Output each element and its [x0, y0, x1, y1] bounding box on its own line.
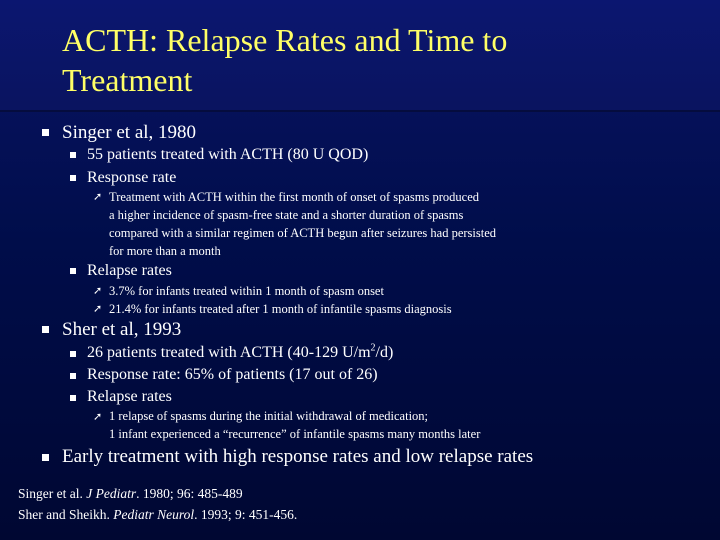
slide-title-line1: ACTH: Relapse Rates and Time to: [62, 22, 508, 58]
small-square-bullet-icon: [70, 373, 76, 379]
small-square-bullet-icon: [70, 351, 76, 357]
arrow-bullet-icon: ➚: [93, 190, 103, 203]
singer-relapse-label: Relapse rates: [87, 262, 172, 279]
reference-1-details: . 1980; 96: 485-489: [136, 486, 243, 501]
slide-title: [62, 20, 682, 100]
small-square-bullet-icon: [70, 175, 76, 181]
small-square-bullet-icon: [70, 152, 76, 158]
square-bullet-icon: [42, 454, 49, 461]
sher-heading: Sher et al, 1993: [62, 319, 182, 340]
singer-response-detail-2: a higher incidence of spasm-free state and a shorter duration of spasms: [109, 208, 464, 222]
square-bullet-icon: [42, 326, 49, 333]
arrow-bullet-icon: ➚: [93, 302, 103, 315]
sher-patients-superscript: 2: [370, 342, 376, 354]
reference-2: [18, 505, 297, 525]
sher-relapse-label: Relapse rates: [87, 388, 172, 405]
singer-response-detail-1: Treatment with ACTH within the first month of onset of spasms produced: [109, 190, 479, 204]
title-divider: [0, 110, 720, 112]
arrow-bullet-icon: ➚: [93, 284, 103, 297]
small-square-bullet-icon: [70, 395, 76, 401]
reference-1-journal: J Pediatr: [86, 486, 137, 501]
sher-patients-suffix: /d): [375, 344, 394, 361]
singer-relapse-detail-2: 21.4% for infants treated after 1 month of infantile spasms diagnosis: [109, 302, 452, 316]
singer-relapse-detail-1: 3.7% for infants treated within 1 month of spasm onset: [109, 284, 384, 298]
singer-response-detail-3: compared with a similar regimen of ACTH begun after seizures had persisted: [109, 226, 497, 240]
singer-response-detail-4: for more than a month: [109, 244, 221, 258]
singer-patients: 55 patients treated with ACTH (80 U QOD): [87, 146, 369, 163]
sher-patients-prefix: 26 patients treated with ACTH (40-129 U/m: [87, 344, 371, 361]
reference-2-details: . 1993; 9: 451-456.: [194, 507, 298, 522]
arrow-bullet-icon: ➚: [93, 410, 103, 423]
reference-2-authors: Sher and Sheikh.: [18, 507, 114, 522]
slide-title-line2: Treatment: [62, 62, 193, 98]
reference-1: [18, 484, 243, 504]
square-bullet-icon: [42, 129, 49, 136]
reference-2-journal: Pediatr Neurol: [113, 507, 195, 522]
singer-response-label: Response rate: [87, 169, 177, 186]
reference-1-authors: Singer et al.: [18, 486, 87, 501]
singer-heading: Singer et al, 1980: [62, 122, 197, 143]
conclusion: Early treatment with high response rates and low relapse rates: [62, 446, 534, 467]
sher-patients: [87, 343, 393, 363]
sher-response: Response rate: 65% of patients (17 out of 26): [87, 366, 378, 383]
small-square-bullet-icon: [70, 268, 76, 274]
sher-relapse-detail-1: 1 relapse of spasms during the initial withdrawal of medication;: [109, 409, 429, 423]
sher-relapse-detail-2: 1 infant experienced a “recurrence” of infantile spasms many months later: [109, 427, 481, 441]
